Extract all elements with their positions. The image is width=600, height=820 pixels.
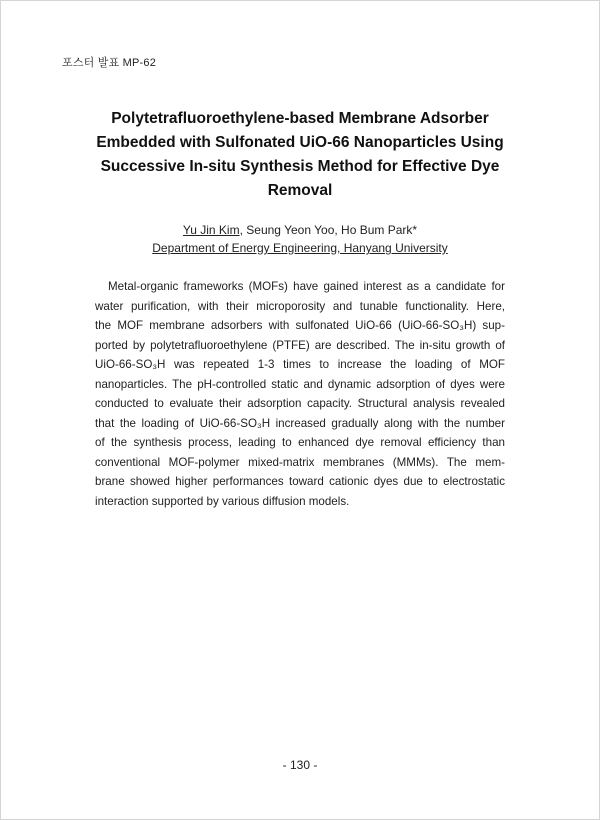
abstract-body: [95, 277, 505, 511]
title-line: Successive In-situ Synthesis Method for Effective Dye: [100, 158, 500, 175]
author-list: [80, 220, 520, 240]
session-header: 포스터 발표 MP-62: [62, 57, 157, 69]
abstract-line: UiO-66-SO₃H was repeated 1-3 times to increase the loading of MOF: [95, 358, 505, 371]
paper-title: [80, 107, 520, 203]
title-line: Polytetrafluoroethylene-based Membrane Adsorber: [111, 110, 489, 127]
abstract-line: the MOF membrane adsorbers with sulfonated UiO-66 (UiO-66-SO₃H) sup-: [95, 319, 505, 332]
abstract-line: interaction supported by various diffusion models.: [95, 494, 350, 508]
title-line: Removal: [267, 182, 333, 199]
title-line: Embedded with Sulfonated UiO-66 Nanoparticles Using: [96, 134, 504, 151]
presenting-author: Yu Jin Kim: [182, 223, 240, 237]
affiliation: [80, 238, 520, 258]
abstract-line: ported by polytetrafluoroethylene (PTFE) are described. The in-situ growth of: [95, 338, 505, 352]
abstract-line: conducted to evaluate their adsorption capacity. Structural analysis revealed: [95, 397, 505, 410]
affiliation-text: Department of Energy Engineering, Hanyang University: [152, 241, 448, 255]
abstract-line: nanoparticles. The pH-controlled static and dynamic adsorption of dyes were: [95, 377, 505, 391]
abstract-line: of the synthesis process, leading to enhanced dye removal efficiency than: [95, 436, 505, 449]
abstract-line: conventional MOF-polymer mixed-matrix membranes (MMMs). The mem-: [95, 455, 505, 469]
page-number: - 130 -: [282, 758, 318, 772]
abstract-line: brane showed higher performances toward cationic dyes due to electrostatic: [95, 475, 505, 488]
abstract-line: that the loading of UiO-66-SO₃H increased gradually along with the number: [95, 416, 505, 430]
co-authors: , Seung Yeon Yoo, Ho Bum Park*: [239, 223, 418, 237]
abstract-line: Metal-organic frameworks (MOFs) have gained interest as a candidate for: [108, 280, 505, 293]
abstract-line: water purification, with their microporosity and tunable functionality. Here,: [95, 299, 505, 313]
